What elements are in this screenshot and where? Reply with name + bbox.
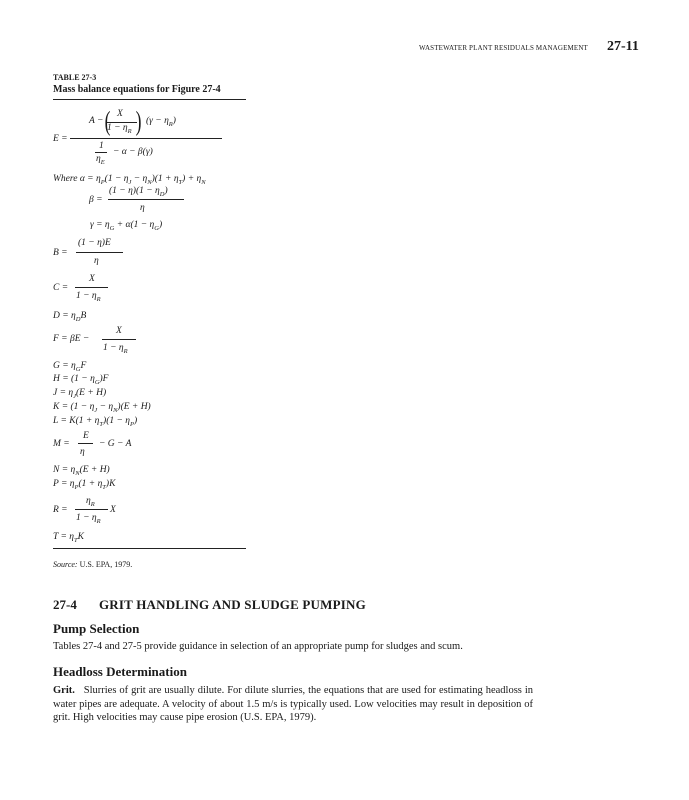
sub: R [168,120,173,128]
sub: D [75,315,81,323]
eq-R-lhs: R = [53,505,68,515]
equation-gamma [90,221,162,232]
sub: J [94,406,98,414]
t: )(1 − η [132,186,160,196]
t: G = η [53,361,76,371]
t: )(1 + η [151,174,179,184]
t: K [77,532,84,542]
equation-N [53,466,110,477]
eq-E-small-fraction-bar [95,152,107,153]
table-source [53,560,132,569]
eq-E-one: 1 [99,141,104,151]
table-title: Mass balance equations for Figure 27-4 [53,84,221,95]
eq-E-main-fraction-bar [70,138,222,139]
eq-beta-lhs: β = [89,195,103,205]
eq-E-X: X [117,109,123,119]
t: ) + η [182,174,202,184]
t: )F [99,374,109,384]
eq-E-rest: − α − β(γ) [113,147,153,157]
equation-J [53,389,106,400]
sub: G [75,365,81,373]
t: T = η [53,532,74,542]
left-paren: ( [104,106,111,136]
t: ) [164,186,168,196]
eq-B-fraction-bar [76,252,123,253]
section-number: 27-4 [53,597,77,612]
equation-alpha [53,175,206,186]
section-title: GRIT HANDLING AND SLUDGE PUMPING [99,597,366,612]
sub: R [96,295,101,303]
t: η [94,256,99,266]
sub: D [159,190,165,198]
equation-L [53,417,137,428]
eq-F-lhs: F = βE − [53,334,90,344]
equation-T [53,533,84,544]
sub: G [94,378,100,386]
eq-E-A: A − [89,116,104,126]
grit-text: Slurries of grit are usually dilute. For dilute slurries, the equations that are used for estimating headloss in water pipes are adequate. A velocity of about 1.5 m/s is typically used. Low velocities may result in deposition of grit. High velocities may cause pipe erosion (U.S. EPA, 1979). [53,685,534,724]
eq-R-fraction-bar [75,509,108,510]
eq-M-lhs: M = [53,439,70,449]
t: )(E + H) [117,402,151,412]
sub: G [109,224,115,232]
sub: G [154,224,159,232]
t: F [80,361,87,371]
t: D = η [53,311,76,321]
eq-E-lhs: E = [53,134,68,144]
equation-D [53,312,86,323]
sub: P [74,483,79,491]
t: η [86,496,91,506]
paragraph-grit [53,684,533,725]
t: γ = η [90,220,110,230]
t: H = (1 − η [53,374,95,384]
t: ) [158,220,163,230]
paragraph-pump-selection: Tables 27-4 and 27-5 provide guidance in selection of an appropriate pump for sludges and scum. [53,641,463,652]
t: ) [133,416,138,426]
t: (1 + η [78,479,103,489]
table-top-rule [53,99,246,100]
t: (1 − η [109,186,133,196]
t: N = η [53,465,76,475]
table-bottom-rule [53,548,246,549]
equation-P [53,480,115,491]
t: η [140,203,145,213]
paren: ) [172,116,176,126]
sub: R [127,127,132,135]
t: (1 − η [104,174,129,184]
eq-C-num: X [89,274,95,284]
eq-M-rest: − G − A [99,439,132,449]
t: 1 − η [103,343,124,353]
t: + α(1 − η [114,220,155,230]
eq-F-fraction-bar [102,339,136,340]
sub: T [102,483,106,491]
t: L = K(1 + η [53,416,100,426]
t: (E + H) [79,465,110,475]
equation-K [53,403,151,414]
eq-C-fraction-bar [75,287,108,288]
sub: T [178,178,183,186]
eq-beta-fraction-bar [108,199,184,200]
sub: N [201,178,206,186]
t: 1 − η [76,291,97,301]
t: η [80,447,85,457]
sub: R [123,347,128,355]
running-header: WASTEWATER PLANT RESIDUALS MANAGEMENT [419,44,588,52]
t: (E + H) [75,388,107,398]
sub: P [100,178,105,186]
eq-M-fraction-bar [78,443,93,444]
sub: T [74,536,78,544]
sub: N [147,178,152,186]
t: B [80,311,87,321]
eq-C-lhs: C = [53,283,69,293]
sub: R [90,500,95,508]
t: − η [131,174,148,184]
sub: E [100,158,105,166]
sub: J [128,178,132,186]
t: )(1 − η [103,416,130,426]
t: K = (1 − η [53,402,95,412]
subheading-headloss: Headloss Determination [53,664,187,679]
sub: P [129,420,134,428]
t: (1 − η [78,238,102,248]
t: P = η [53,479,75,489]
source-label: Source: [53,560,78,569]
eq-B-lhs: B = [53,248,68,258]
t: 1 − η [76,513,97,523]
page-number: 27-11 [607,39,639,54]
eq-R-rest: X [110,505,116,515]
equation-H [53,375,108,386]
table-label: TABLE 27-3 [53,73,97,82]
sub: N [75,469,80,477]
t: Where α = η [53,174,101,184]
eq-E-gamma: (γ − η [146,116,169,126]
source-text: U.S. EPA, 1979. [79,560,133,569]
right-paren: ) [135,106,142,136]
eq-F-num: X [116,326,122,336]
t: − η [97,402,114,412]
equation-G [53,362,86,373]
sub: N [113,406,118,414]
sub: T [99,420,104,428]
t: )E [101,238,111,248]
sub: R [96,517,101,525]
sub: J [73,392,76,400]
eq-E-eta: η [96,154,101,164]
t: )K [105,479,116,489]
eq-M-num: E [83,431,89,441]
grit-lead: Grit. [53,685,75,696]
subheading-pump-selection: Pump Selection [53,621,140,636]
eq-E-den: 1 − η [107,123,128,133]
t: J = η [53,388,74,398]
